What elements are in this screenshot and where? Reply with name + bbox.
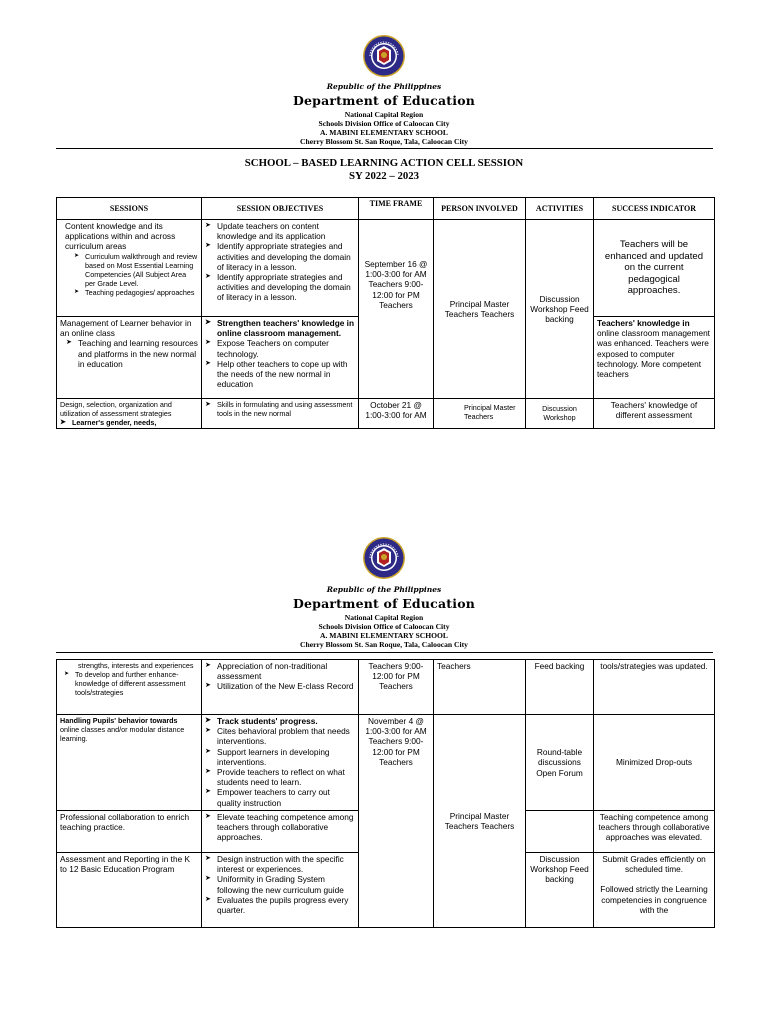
session-cell bbox=[57, 220, 202, 317]
header-rule bbox=[56, 148, 713, 149]
header-indicator: SUCCESS INDICATOR bbox=[594, 198, 715, 220]
header-time-frame: TIME FRAME bbox=[359, 198, 434, 220]
list-item: ➤ Skills in formulating and using assessment tools in the new normal bbox=[205, 400, 355, 418]
table-row bbox=[57, 399, 715, 429]
list-item: ➤ Cites behavioral problem that needs interventions. bbox=[205, 726, 355, 746]
time-frame-cell bbox=[359, 660, 434, 715]
objectives-list bbox=[205, 221, 355, 303]
time-frame-cell bbox=[359, 399, 434, 429]
indicator-text-2: Followed strictly the Learning competencies in congruence with the bbox=[600, 884, 708, 915]
activities-text: Discussion Workshop Feed backing bbox=[530, 854, 589, 885]
objectives-cell bbox=[202, 317, 359, 399]
list-item: ➤ Uniformity in Grading System following the new curriculum guide bbox=[205, 874, 355, 894]
activities-cell bbox=[526, 399, 594, 429]
activities-text: Round-table discussions Open Forum bbox=[536, 747, 583, 778]
list-item: ➤ To develop and further enhance-knowledge of different assessment tools/strategies bbox=[64, 670, 198, 697]
deped-seal-icon bbox=[362, 34, 406, 78]
objectives-cell bbox=[202, 660, 359, 715]
objectives-cell bbox=[202, 811, 359, 853]
session-cell bbox=[57, 811, 202, 853]
table-header-row bbox=[57, 198, 715, 220]
school-year: SY 2022 – 2023 bbox=[348, 170, 420, 182]
department-title: Department of Education bbox=[292, 596, 476, 611]
objectives-list bbox=[205, 661, 355, 692]
department-title: Department of Education bbox=[292, 93, 476, 108]
objectives-list bbox=[205, 716, 355, 808]
header-activities: ACTIVITIES bbox=[526, 198, 594, 220]
document-title: SCHOOL – BASED LEARNING ACTION CELL SESSION bbox=[244, 157, 524, 169]
list-item: ➤ Learner's gender, needs, bbox=[60, 418, 198, 427]
session-sub-list bbox=[60, 418, 198, 427]
session-text: Assessment and Reporting in the K to 12 Basic Education Program bbox=[60, 854, 191, 875]
list-item: ➤ Support learners in developing interventions. bbox=[205, 747, 355, 767]
indicator-text: Teachers' knowledge of different assessment bbox=[610, 400, 698, 421]
session-text: online classes and/or modular distance learning. bbox=[60, 725, 185, 743]
indicator-text: Minimized Drop-outs bbox=[615, 757, 693, 768]
list-item: ➤ Empower teachers to carry out quality instruction bbox=[205, 787, 355, 807]
list-item: ➤ Evaluates the pupils progress every quarter. bbox=[205, 895, 355, 915]
person-cell bbox=[434, 220, 526, 399]
session-text: Management of Learner behavior in an online class bbox=[60, 318, 192, 339]
indicator-cell bbox=[594, 660, 715, 715]
school-address: Cherry Blossom St. San Roque, Tala, Caloocan City bbox=[300, 640, 468, 649]
person-cell bbox=[434, 715, 526, 928]
activities-text: Discussion Workshop Feed backing bbox=[530, 293, 589, 325]
list-item: ➤ Appreciation of non-traditional assessment bbox=[205, 661, 355, 681]
session-text: strengths, interests and experiences bbox=[78, 661, 194, 670]
region-text: National Capital Region bbox=[344, 110, 424, 119]
division-text: Schools Division Office of Caloocan City bbox=[318, 119, 450, 128]
list-item: ➤ Expose Teachers on computer technology. bbox=[205, 338, 355, 358]
activities-cell bbox=[526, 220, 594, 399]
table-row bbox=[57, 660, 715, 715]
objectives-list bbox=[205, 812, 355, 843]
time-frame-text: November 4 @ 1:00-3:00 for AM Teachers 9:00-12:00 for PM Teachers bbox=[365, 716, 427, 767]
school-name: A. MABINI ELEMENTARY SCHOOL bbox=[320, 128, 448, 137]
list-item: ➤ Identify appropriate strategies and activities and developing the domain of literacy in a lesson. bbox=[205, 241, 355, 272]
list-item: ➤ Help other teachers to cope up with the needs of the new normal in education bbox=[205, 359, 355, 390]
session-text: Content knowledge and its applications within and across curriculum areas bbox=[65, 221, 176, 252]
list-item: ➤ Design instruction with the specific interest or experiences. bbox=[205, 854, 355, 874]
session-cell bbox=[57, 317, 202, 399]
time-frame-cell bbox=[359, 715, 434, 928]
list-item: ➤ Strengthen teachers' knowledge in online classroom management. bbox=[205, 318, 355, 338]
school-name: A. MABINI ELEMENTARY SCHOOL bbox=[320, 631, 448, 640]
person-text: Principal Master Teachers Teachers bbox=[444, 298, 515, 319]
activities-text: Feed backing bbox=[534, 661, 585, 671]
list-item: ➤ Utilization of the New E-class Record bbox=[205, 681, 355, 691]
session-sub-list bbox=[66, 338, 198, 369]
indicator-cell bbox=[594, 715, 715, 811]
school-address: Cherry Blossom St. San Roque, Tala, Caloocan City bbox=[300, 137, 468, 146]
indicator-cell bbox=[594, 811, 715, 853]
indicator-text: Teachers will be enhanced and updated on the current pedagogical approaches. bbox=[604, 239, 704, 297]
list-item: ➤ Track students' progress. bbox=[205, 716, 355, 726]
list-item: ➤ Teaching and learning resources and platforms in the new normal in education bbox=[66, 338, 198, 369]
indicator-text: Teaching competence among teachers through collaborative approaches was elevated. bbox=[598, 812, 710, 843]
republic-text: Republic of the Philippines bbox=[326, 585, 442, 594]
lac-session-table-page1 bbox=[56, 197, 715, 429]
objectives-list bbox=[205, 400, 355, 418]
division-text: Schools Division Office of Caloocan City bbox=[318, 622, 450, 631]
activities-cell bbox=[526, 853, 594, 928]
activities-cell bbox=[526, 660, 594, 715]
header-sessions: SESSIONS bbox=[57, 198, 202, 220]
region-text: National Capital Region bbox=[344, 613, 424, 622]
indicator-text-1: Submit Grades efficiently on scheduled time. bbox=[602, 854, 706, 875]
activities-cell bbox=[526, 811, 594, 853]
person-text: Principal Master Teachers bbox=[464, 403, 516, 421]
session-cell bbox=[57, 660, 202, 715]
deped-seal-icon bbox=[362, 536, 406, 580]
objectives-list bbox=[205, 854, 355, 915]
person-text: Principal Master Teachers Teachers bbox=[444, 810, 515, 831]
session-cell bbox=[57, 715, 202, 811]
republic-text: Republic of the Philippines bbox=[326, 82, 442, 91]
indicator-cell bbox=[594, 399, 715, 429]
objectives-cell bbox=[202, 853, 359, 928]
indicator-bold-text: Teachers' knowledge in bbox=[597, 318, 690, 328]
list-item: ➤ Provide teachers to reflect on what students need to learn. bbox=[205, 767, 355, 787]
session-sub-list bbox=[74, 252, 198, 297]
session-sub-list bbox=[64, 670, 198, 697]
person-cell bbox=[434, 399, 526, 429]
objectives-list bbox=[205, 318, 355, 389]
indicator-text: tools/strategies was updated. bbox=[600, 661, 708, 671]
table-row bbox=[57, 715, 715, 811]
list-item: ➤ Teaching pedagogies/ approaches bbox=[74, 288, 198, 297]
activities-text: Discussion Workshop bbox=[542, 404, 577, 422]
header-person: PERSON INVOLVED bbox=[434, 198, 526, 220]
session-cell bbox=[57, 853, 202, 928]
objectives-cell bbox=[202, 399, 359, 429]
list-item: ➤ Identify appropriate strategies and activities and developing the domain of literacy in a lesson. bbox=[205, 272, 355, 303]
session-text: Professional collaboration to enrich teaching practice. bbox=[60, 812, 190, 833]
indicator-cell bbox=[594, 853, 715, 928]
activities-cell bbox=[526, 715, 594, 811]
indicator-cell bbox=[594, 317, 715, 399]
session-bold-text: Handling Pupils' behavior towards bbox=[60, 716, 178, 725]
indicator-cell bbox=[594, 220, 715, 317]
header-rule bbox=[56, 652, 713, 653]
session-text: Design, selection, organization and utilization of assessment strategies bbox=[60, 400, 172, 418]
session-cell bbox=[57, 399, 202, 429]
time-frame-text: Teachers 9:00-12:00 for PM Teachers bbox=[368, 661, 424, 692]
lac-session-table-page2 bbox=[56, 659, 715, 928]
time-frame-text: October 21 @ 1:00-3:00 for AM bbox=[365, 400, 427, 421]
indicator-text: online classroom management was enhanced. Teachers were exposed to computer technology. More competent teachers bbox=[597, 328, 710, 380]
list-item: ➤ Curriculum walkthrough and review based on Most Essential Learning Competencies (All Subject Area per Grade Level. bbox=[74, 252, 198, 288]
objectives-cell bbox=[202, 715, 359, 811]
list-item: ➤ Update teachers on content knowledge and its application bbox=[205, 221, 355, 241]
objectives-cell bbox=[202, 220, 359, 317]
person-text: Teachers bbox=[437, 661, 471, 671]
time-frame-text: September 16 @ 1:00-3:00 for AM Teachers 9:00-12:00 for PM Teachers bbox=[364, 259, 428, 310]
header-objectives: SESSION OBJECTIVES bbox=[202, 198, 359, 220]
time-frame-cell bbox=[359, 220, 434, 399]
person-cell bbox=[434, 660, 526, 715]
table-row bbox=[57, 220, 715, 317]
list-item: ➤ Elevate teaching competence among teachers through collaborative approaches. bbox=[205, 812, 355, 843]
